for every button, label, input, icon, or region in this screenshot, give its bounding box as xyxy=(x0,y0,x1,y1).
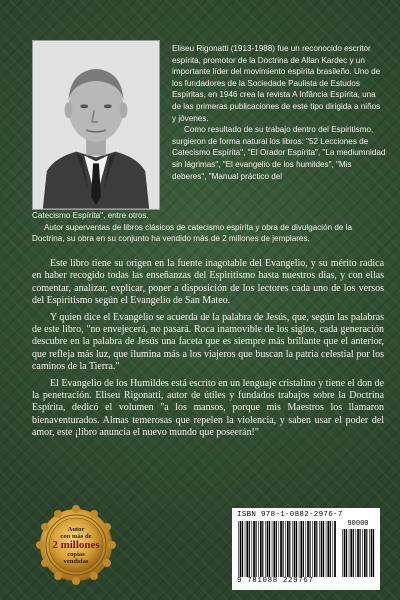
barcode-addon-number: 90000 xyxy=(347,520,369,528)
seal-line-millions: 2 millones xyxy=(52,538,100,551)
ean-barcode-icon xyxy=(237,521,337,577)
isbn-label: ISBN 978-1-0882-2976-7 xyxy=(237,511,343,519)
seal-line-author: Autor xyxy=(67,525,85,533)
author-photo xyxy=(32,40,160,210)
barcode-bars xyxy=(237,521,375,579)
bio-paragraph-3: Autor superventas de libros clásicos de catecismo espírita y obra de divulgación de la Doctrina, su obra en su conjunto ha vendido más de 2 millones de jemplares. xyxy=(32,222,353,244)
description-paragraph-2: Y quien dice el Evangelio se acuerda de la palabra de Jesús, que, según las palabras de este libro, "no envejecerá, no pasará. Roca inamovible de los siglos, cada generación descubre en la palabra de Jesús una faceta que es siempre más brillante que el anterior, que refleja más luz, que ilumina más a los viajeros que buscan la patria celestial por los caminos de la Tierra." xyxy=(32,311,384,373)
author-portrait-image xyxy=(33,41,159,209)
seal-text xyxy=(36,505,116,585)
author-bio-continued xyxy=(32,210,386,245)
book-description xyxy=(32,258,384,444)
bio-paragraph-1: Eliseu Rigonatti (1913-1988) fue un reconocido escritor espírita, promotor de la Doctrina de Allan Kardec y un importante líder del movimiento espírita brasileño. Uno de los fundadores de la Sociedade Paulista de Estudos Espíritas, en 1946 crea la revista A Infância Espírita, una de las primeras publicaciones de este tipo dirigida a niños y jóvenes. xyxy=(172,44,381,123)
bio-paragraph-2-end: Catecismo Espírita", entre otros. xyxy=(32,211,149,220)
seal-line-conmas: con más de xyxy=(60,532,92,540)
addon-barcode-icon xyxy=(341,529,375,577)
seal-line-vendidas: vendidas xyxy=(63,557,89,565)
bestseller-seal xyxy=(36,505,116,585)
seal-line-copias: copias xyxy=(67,550,85,558)
description-paragraph-3: El Evangelio de los Humildes está escrito en un lenguaje cristalino y tiene el don de la penetración. Eliseu Rigonatti, autor de útiles y fundados trabajos sobre la Doctrina Espírita, dedicó el volumen "a los mansos, porque mis Maestros los llamaron bienaventurados. Almas temerosas que repelen la violencia, y saben usar el poder del amor, este ¡libro anuncia el nuevo mundo que poseerán!" xyxy=(32,377,384,439)
description-paragraph-1: Este libro tiene su origen en la fuente inagotable del Evangelio, y su mérito radica en haber recogido todas las enseñanzas del Espiritismo hasta nuestros días, y con ellas comentar, analizar, explicar, poner a disposición de los lectores cada uno de los versos del Espiritismo según el Evangelio de San Mateo. xyxy=(32,258,384,307)
ean-digits: 9 781088 229767 xyxy=(237,577,314,585)
author-bio xyxy=(172,43,386,182)
isbn-barcode xyxy=(232,508,380,590)
bio-paragraph-2: Como resultado de su trabajo dentro del Espiritismo, surgieron de forma natural los libros: "52 Lecciones de Catecismo Espírita", "El Orador Espírita", "La mediumnidad sin lágrimas", "El evangelio de los humildes", "Mis deberes", "Manual práctico del xyxy=(172,125,386,181)
